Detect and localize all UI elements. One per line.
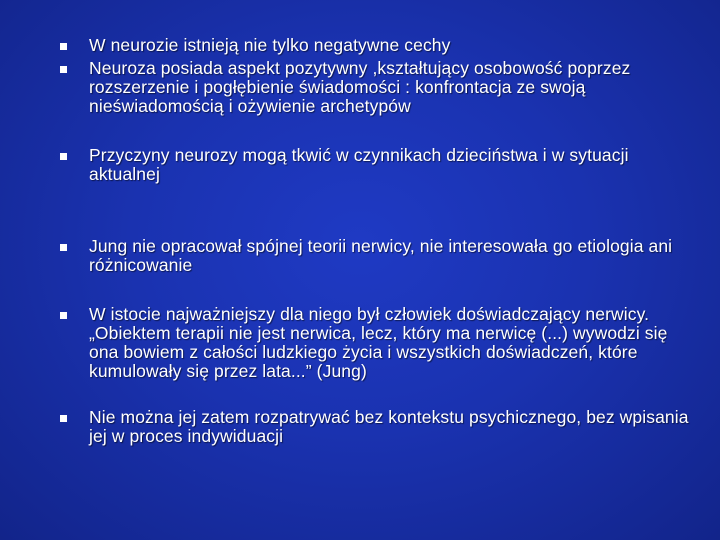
- square-bullet-icon: [60, 43, 67, 50]
- square-bullet-icon: [60, 244, 67, 251]
- square-bullet-icon: [60, 415, 67, 422]
- square-bullet-icon: [60, 312, 67, 319]
- square-bullet-icon: [60, 153, 67, 160]
- bullet-text: Neuroza posiada aspekt pozytywny ,kształtujący osobowość poprzez rozszerzenie i pogłębienie świadomości : konfrontacja ze swoją nieświadomością i ożywienie archetypów: [89, 58, 631, 116]
- bullet-text: W neurozie istnieją nie tylko negatywne cechy: [89, 35, 451, 55]
- bullet-text: W istocie najważniejszy dla niego był człowiek doświadczający nerwicy. „Obiektem terapii nie jest nerwica, lecz, który ma nerwicę (...) wywodzi się ona bowiem z całości ludzkiego życia i wszystkich doświadczeń, które kumulowały się przez lata...” (Jung): [89, 304, 668, 381]
- bullet-text: Przyczyny neurozy mogą tkwić w czynnikach dzieciństwa i w sytuacji aktualnej: [89, 145, 629, 184]
- bullet-text: Nie można jej zatem rozpatrywać bez kontekstu psychicznego, bez wpisania jej w proces indywiduacji: [89, 407, 689, 446]
- square-bullet-icon: [60, 66, 67, 73]
- bullet-text: Jung nie opracował spójnej teorii nerwicy, nie interesowała go etiologia ani różnicowanie: [89, 236, 673, 275]
